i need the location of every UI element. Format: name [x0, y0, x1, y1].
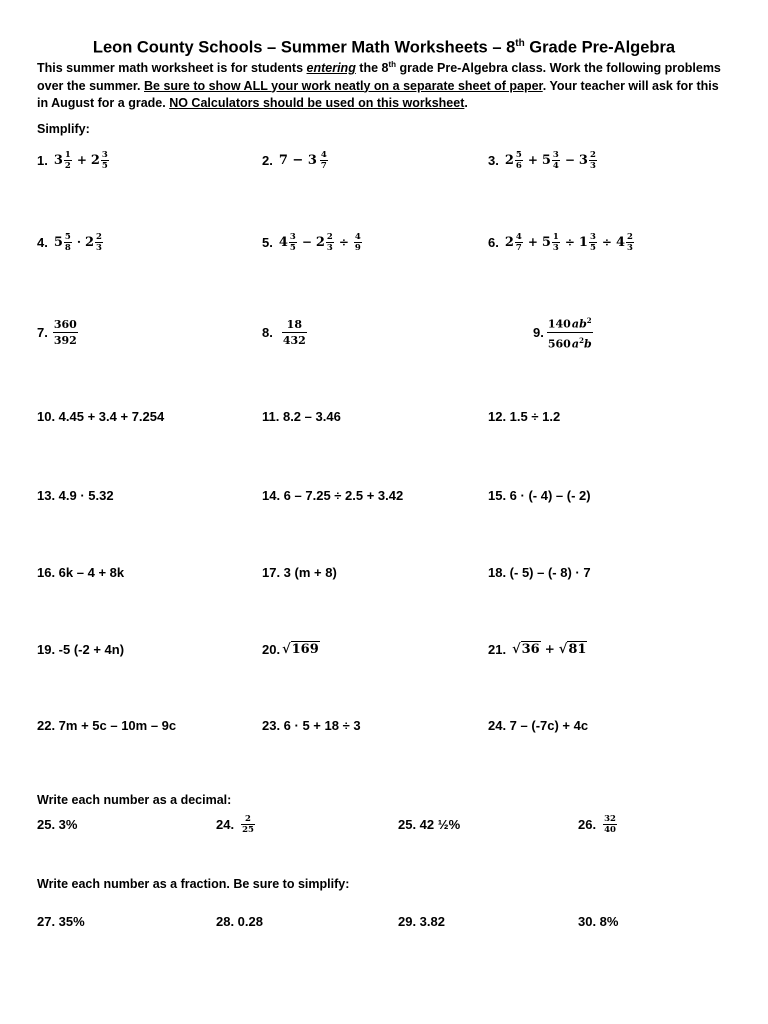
- problem-6: 6. 2 $\frac{4}{7}$ + 5 $\frac{1}{3}$ ÷ 1 $\frac{3}{5}$ ÷ 4 $\frac{2}{3}$: [488, 231, 633, 253]
- problem-15: 15. 6 · (- 4) – (- 2): [488, 487, 591, 503]
- problem-11: 11. 8.2 – 3.46: [262, 408, 341, 424]
- section-simplify: Simplify:: [37, 122, 90, 136]
- problem-28: 28. 0.28: [216, 913, 263, 929]
- problem-17: 17. 3 (m + 8): [262, 564, 337, 580]
- problem-20: 20. √169: [262, 641, 319, 657]
- problem-24-fraction: 24. $\frac{2}{25}$: [216, 813, 254, 835]
- problem-8: 8. $\frac{18}{432}$: [262, 317, 306, 347]
- problem-22: 22. 7m + 5c – 10m – 9c: [37, 717, 177, 733]
- problem-16: 16. 6k – 4 + 8k: [37, 564, 125, 580]
- problem-24: 24. 7 – (-7c) + 4c: [488, 717, 589, 733]
- problem-10: 10. 4.45 + 3.4 + 7.254: [37, 408, 165, 424]
- square-root-symbol: √81: [558, 641, 587, 657]
- square-root-symbol: √36: [512, 641, 540, 657]
- problem-27: 27. 35%: [37, 913, 85, 929]
- problem-7: 7. $\frac{360}{392}$: [37, 317, 77, 347]
- instructions-line-2: over the summer. Be sure to show ALL your work neatly on a separate sheet of paper. Your teacher will ask for this: [37, 78, 719, 93]
- problem-19: 19. -5 (-2 + 4n): [37, 641, 125, 657]
- problem-13: 13. 4.9 · 5.32: [37, 487, 114, 503]
- problem-26: 26. $\frac{32}{40}$: [578, 813, 616, 835]
- problem-25-percent: 25. 3%: [37, 816, 78, 832]
- instructions-line-1: This summer math worksheet is for students entering the 8th grade Pre-Algebra class. Work the following problems: [37, 59, 721, 75]
- problem-21: 21. √36 + √81: [488, 641, 587, 657]
- problem-3: 3. 2 $\frac{5}{6}$ + 5 $\frac{3}{4}$ − 3 $\frac{2}{3}$: [488, 149, 596, 171]
- problem-25-half-percent: 25. 42 ½%: [398, 816, 461, 832]
- problem-23: 23. 6 · 5 + 18 ÷ 3: [262, 717, 361, 733]
- problem-1: 1. 3 $\frac{1}{2}$ + 2 $\frac{3}{5}$: [37, 149, 108, 171]
- square-root-symbol: √169: [282, 641, 319, 657]
- problem-4: 4. 5 $\frac{5}{8}$ · 2 $\frac{2}{3}$: [37, 231, 102, 253]
- problem-29: 29. 3.82: [398, 913, 445, 929]
- problem-2: 2. 7 − 3 $\frac{4}{7}$: [262, 149, 327, 171]
- page-title: Leon County Schools – Summer Math Worksheets – 8th Grade Pre-Algebra: [92, 38, 676, 57]
- instructions-line-3: in August for a grade. NO Calculators should be used on this worksheet.: [37, 96, 468, 110]
- problem-30: 30. 8%: [578, 913, 619, 929]
- problem-5: 5. 4 $\frac{3}{5}$ − 2 $\frac{2}{3}$ ÷ $\frac{4}{9}$: [262, 231, 361, 253]
- problem-12: 12. 1.5 ÷ 1.2: [488, 408, 561, 424]
- problem-14: 14. 6 – 7.25 ÷ 2.5 + 3.42: [262, 487, 404, 503]
- problem-18: 18. (- 5) – (- 8) · 7: [488, 564, 591, 580]
- instructions: [37, 60, 737, 113]
- section-fraction: Write each number as a fraction. Be sure to simplify:: [37, 877, 350, 891]
- problem-9: 9. $\frac{140 ab^2}{560 a^2b}$: [533, 315, 592, 351]
- section-decimal: Write each number as a decimal:: [37, 793, 232, 807]
